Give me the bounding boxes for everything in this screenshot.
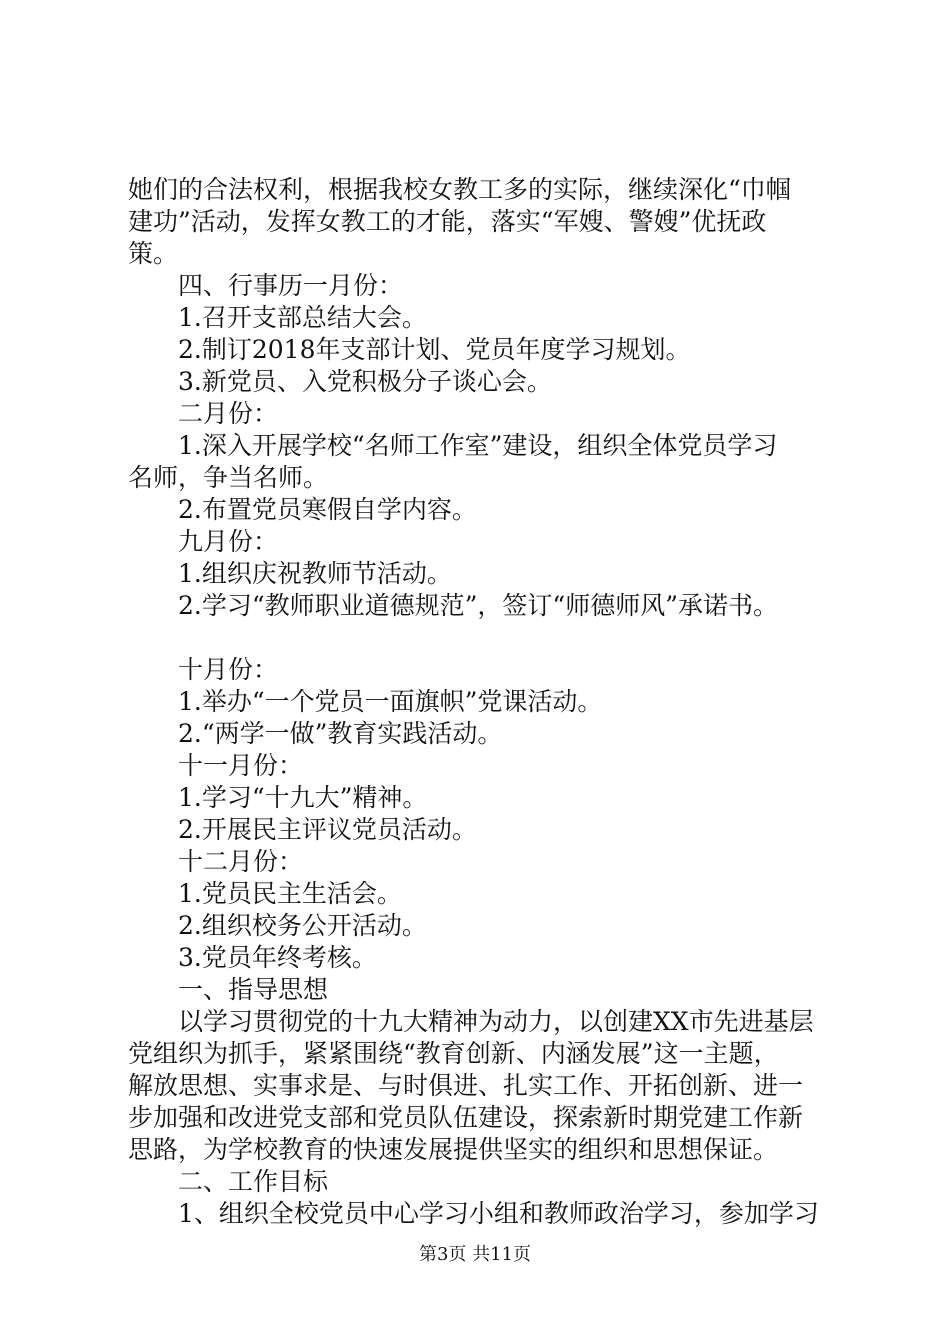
month-heading: 九月份： xyxy=(178,527,279,556)
list-item: 2.开展民主评议党员活动。 xyxy=(178,815,477,844)
list-item-continuation: 名师，争当名师。 xyxy=(128,463,329,492)
month-heading: 十一月份： xyxy=(178,751,304,780)
list-item: 2.布置党员寒假自学内容。 xyxy=(178,495,477,524)
section-heading: 二、工作目标 xyxy=(178,1167,329,1196)
body-text-line: 以学习贯彻党的十九大精神为动力，以创建XX市先进基层 xyxy=(178,1007,814,1036)
month-heading: 二月份： xyxy=(178,399,279,428)
month-heading: 十二月份： xyxy=(178,847,304,876)
body-text-line: 她们的合法权利，根据我校女教工多的实际，继续深化“巾帼 xyxy=(128,175,791,204)
list-item: 1.学习“十九大”精神。 xyxy=(178,783,428,812)
body-text-line: 解放思想、实事求是、与时俱进、扎实工作、开拓创新、进一 xyxy=(128,1071,804,1100)
body-text-line: 步加强和改进党支部和党员队伍建设，探索新时期党建工作新 xyxy=(128,1103,804,1132)
section-heading: 四、行事历一月份： xyxy=(178,271,404,300)
list-item: 1.深入开展学校“名师工作室”建设，组织全体党员学习 xyxy=(178,431,778,460)
body-text-line: 党组织为抓手，紧紧围绕“教育创新、内涵发展”这一主题， xyxy=(128,1039,779,1068)
list-item: 3.新党员、入党积极分子谈心会。 xyxy=(178,367,552,396)
body-text-line: 思路，为学校教育的快速发展提供坚实的组织和思想保证。 xyxy=(128,1135,779,1164)
list-item: 2.学习“教师职业道德规范”，签订“师德师风”承诺书。 xyxy=(178,591,778,620)
month-heading: 十月份： xyxy=(178,655,279,684)
list-item: 2.组织校务公开活动。 xyxy=(178,911,427,940)
list-item: 1.党员民主生活会。 xyxy=(178,879,402,908)
list-item: 3.党员年终考核。 xyxy=(178,943,377,972)
list-item: 1.组织庆祝教师节活动。 xyxy=(178,559,452,588)
body-text-line: 1、组织全校党员中心学习小组和教师政治学习，参加学习 xyxy=(178,1199,819,1228)
section-heading: 一、指导思想 xyxy=(178,975,329,1004)
body-text-line: 建功”活动，发挥女教工的才能，落实“军嫂、警嫂”优抚政 xyxy=(128,207,767,236)
list-item: 2.“两学一做”教育实践活动。 xyxy=(178,719,503,748)
list-item: 1.召开支部总结大会。 xyxy=(178,303,427,332)
body-text-line: 策。 xyxy=(128,239,179,268)
list-item: 1.举办“一个党员一面旗帜”党课活动。 xyxy=(178,687,603,716)
page-footer: 第3页 共11页 xyxy=(418,1244,532,1265)
list-item: 2.制订2018年支部计划、党员年度学习规划。 xyxy=(178,335,691,364)
